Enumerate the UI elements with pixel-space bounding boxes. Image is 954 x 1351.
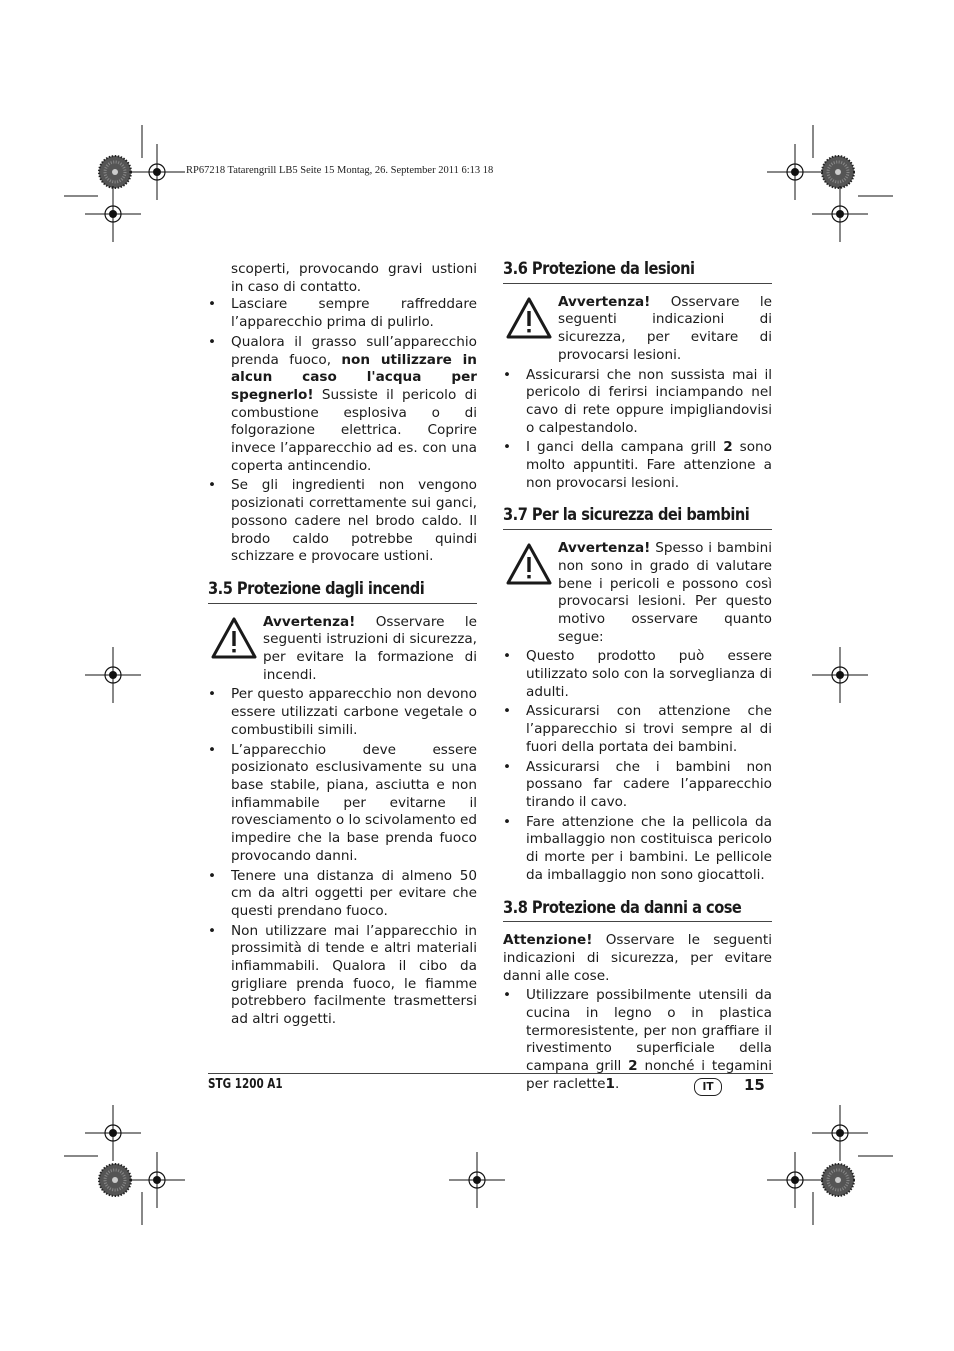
warning-label: Avvertenza!	[558, 293, 651, 310]
list-item: • Qualora il grasso sull’apparecchio prenda fuoco, non utilizzare in alcun caso l'acqua per spegnerlo! Sussiste il pericolo di combustione esplosiva o di folgorazione elettrica. Coprire invece l’apparecchio ad es. con una coperta antincendio.	[208, 334, 477, 476]
list-item: • Assicurarsi che i bambini non possano far cadere l’apparecchio tirando il cavo.	[503, 759, 772, 812]
warning-label: Avvertenza!	[263, 613, 356, 630]
warning-block	[503, 540, 772, 646]
section-heading: 3.5 Protezione dagli incendi	[208, 578, 425, 599]
bullet-list	[503, 648, 772, 884]
section-heading-3-8-wrap	[503, 897, 772, 923]
bullet-list	[503, 367, 772, 493]
section-heading: 3.7 Per la sicurezza dei bambini	[503, 505, 750, 526]
warning-triangle-icon	[505, 296, 553, 340]
list-item: • Lasciare sempre raffreddare l’apparecchio prima di pulirlo.	[208, 296, 477, 331]
list-item: • Utilizzare possibilmente utensili da cucina in legno o in plastica termoresistente, per non graffiare il rivestimento superficiale della campana grill 2 nonché i tegamini per raclette1.	[503, 987, 772, 1093]
bullet-list	[208, 296, 477, 566]
warning-text: Osservare le seguenti istruzioni di sicurezza, per evitare la formazione di incendi.	[263, 613, 477, 683]
warning-label: Avvertenza!	[558, 540, 651, 557]
list-item: • Fare attenzione che la pellicola da imballaggio non costituisca pericolo di morte per i bambini. Le pellicole da imballaggio non sono giocattoli.	[503, 814, 772, 885]
warning-triangle-icon	[210, 616, 258, 660]
warning-text: Osservare le seguenti indicazioni di sicurezza, per evitare di provocarsi lesioni.	[558, 293, 772, 363]
section-heading-3-7-wrap	[503, 507, 772, 530]
list-item: • Se gli ingredienti non vengono posizionati correttamente sui ganci, possono cadere nel brodo caldo. Il brodo caldo potrebbe quindi schizzare e provocare ustioni.	[208, 477, 477, 566]
attention-text: Osservare le seguenti indicazioni di sicurezza, per evitare danni alle cose.	[503, 932, 772, 984]
section-heading-3-5-wrap	[208, 578, 477, 604]
right-column	[503, 261, 772, 1096]
attention-label: Attenzione!	[503, 932, 593, 949]
list-item: • L’apparecchio deve essere posizionato esclusivamente su una base stabile, piana, asciutta e non infiammabile per evitarne il rovesciamento o lo scivolamento ed impedire che la base prenda fuoco provocando danni.	[208, 742, 477, 866]
list-item: • I ganci della campana grill 2 sono molto appuntiti. Fare attenzione a non provocarsi lesioni.	[503, 439, 772, 492]
left-column	[208, 261, 477, 1031]
section-heading: 3.6 Protezione da lesioni	[503, 259, 695, 279]
print-slug: RP67218 Tatarengrill LB5 Seite 15 Montag, 26. September 2011 6:13 18	[186, 165, 494, 176]
warning-block	[208, 614, 477, 685]
attention-block	[503, 932, 772, 985]
bullet-list	[208, 686, 477, 1028]
intro-continuation: scoperti, provocando gravi ustioni in caso di contatto.	[231, 261, 477, 295]
footer-model: STG 1200 A1	[208, 1077, 283, 1092]
section-heading: 3.8 Protezione da danni a cose	[503, 897, 742, 918]
list-item: • Questo prodotto può essere utilizzato solo con la sorveglianza di adulti.	[503, 648, 772, 701]
language-badge: IT	[694, 1078, 722, 1096]
list-item: • Tenere una distanza di almeno 50 cm da altri oggetti per evitare che questi prendano fuoco.	[208, 868, 477, 921]
footer-divider	[208, 1073, 773, 1074]
list-item: • Per questo apparecchio non devono essere utilizzati carbone vegetale o combustibili simili.	[208, 686, 477, 739]
list-item: • Assicurarsi con attenzione che l’apparecchio si trovi sempre al di fuori della portata dei bambini.	[503, 703, 772, 756]
section-heading-3-6-wrap	[503, 261, 772, 284]
warning-block	[503, 294, 772, 365]
warning-triangle-icon	[505, 542, 553, 586]
list-item: • Non utilizzare mai l’apparecchio in prossimità di tende e altri materiali infiammabili. Qualora il cibo da grigliare prenda fuoco, le fiamme potrebbero facilmente trasmettersi ad altri oggetti.	[208, 923, 477, 1029]
warning-text: Spesso i bambini non sono in grado di valutare bene i pericoli e possono così provocarsi lesioni. Per questo motivo osservare quanto segue:	[558, 540, 772, 645]
page-number: 15	[744, 1076, 765, 1094]
bullet-list	[503, 987, 772, 1093]
list-item: • Assicurarsi che non sussista mai il pericolo di ferirsi inciampando nel cavo di rete oppure impigliandovisi o calpestandolo.	[503, 367, 772, 438]
